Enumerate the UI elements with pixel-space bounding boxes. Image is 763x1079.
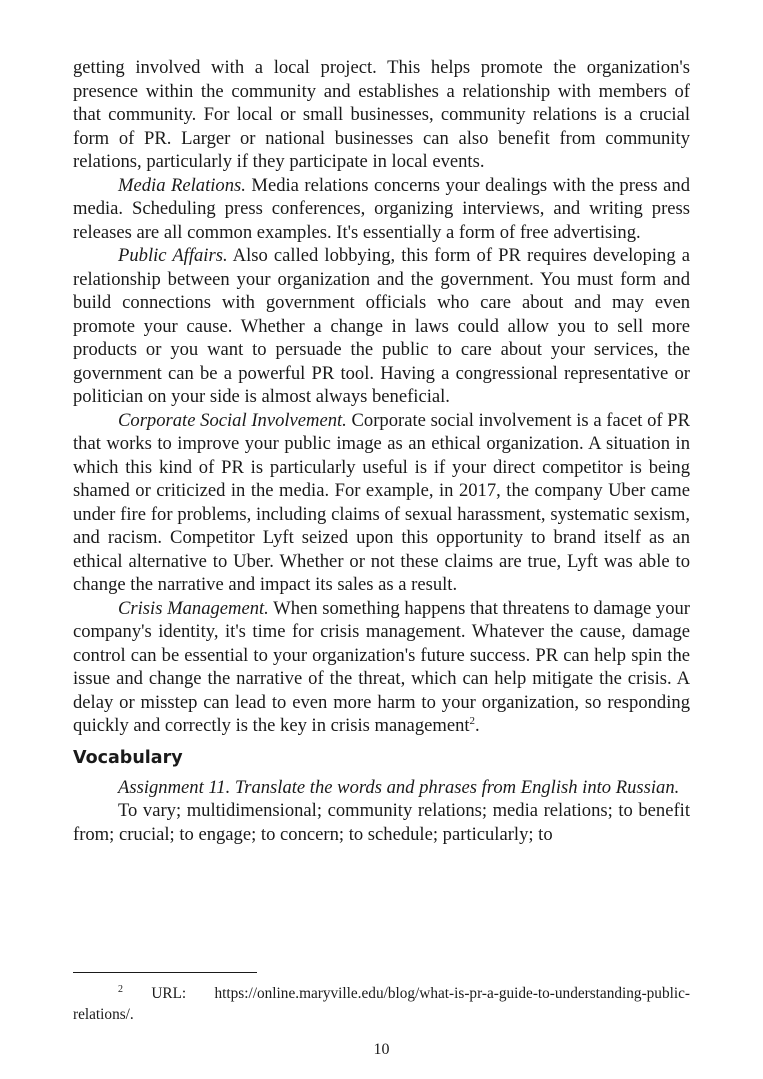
text-media-relations: Media relations concerns your dealings with the press and media. Scheduling press conferences, organizing interviews, and writing press releases are all common examples. It's essentially a form of free advertising. (73, 174, 690, 243)
term-corporate-social-involvement: Corporate Social Involvement. (118, 409, 347, 431)
paragraph-crisis-management (73, 597, 690, 738)
paragraph-media-relations (73, 174, 690, 245)
text-public-affairs: Also called lobbying, this form of PR requires developing a relationship between your organization and the government. You must form and build connections with government officials who care about and may even promote your cause. Whether a change in laws could allow you to sell more products or you want to persuade the public to care about your services, the government can be a powerful PR tool. Having a congressional representative or politician on your side is almost always beneficial. (73, 245, 690, 407)
footnote-reference[interactable]: 2 (469, 714, 476, 727)
paragraph-community-relations: getting involved with a local project. This helps promote the organization's presence within the community and establishes a relationship with members of that community. For local or small businesses, community relations is a crucial form of PR. Larger or national businesses can also benefit from community relations, particularly if they participate in local events. (73, 57, 690, 172)
vocabulary-word-list: To vary; multidimensional; community relations; media relations; to benefit from; crucial; to engage; to concern; to schedule; particularly; to (73, 800, 690, 845)
footnote-mark: 2 (118, 983, 123, 995)
text-crisis-management: When something happens that threatens to damage your company's identity, it's time for crisis management. Whatever the cause, damage control can be essential to your organization's future success. PR can help spin the issue and change the narrative of the threat, which can help mitigate the crisis. A delay or misstep can lead to even more harm to your organization, so responding quickly and correctly is the key in crisis management (73, 597, 690, 736)
footnote-url-text[interactable]: URL: https://online.maryville.edu/blog/what-is-pr-a-guide-to-understanding-public-relations/. (73, 985, 690, 1023)
term-public-affairs: Public Affairs. (118, 245, 228, 266)
term-media-relations: Media Relations. (118, 174, 246, 196)
page-number: 10 (373, 1041, 390, 1058)
term-crisis-management: Crisis Management. (118, 597, 269, 619)
paragraph-public-affairs (73, 244, 690, 409)
footnote (73, 983, 690, 1025)
paragraph-corporate-social-involvement (73, 409, 690, 597)
footnote-divider (73, 972, 257, 973)
text-crisis-end: . (475, 715, 480, 736)
section-heading-vocabulary: Vocabulary (73, 747, 183, 768)
text-corporate-social-involvement: Corporate social involvement is a facet of PR that works to improve your public image as an ethical organization. A situation in which this kind of PR is particularly useful is if your direct competitor is being shamed or criticized in the media. For example, in 2017, the company Uber came under fire for problems, including claims of sexual harassment, systematic sexism, and racism. Competitor Lyft seized upon this opportunity to brand itself as an ethical alternative to Uber. Whether or not these claims are true, Lyft was able to change the narrative and impact its sales as a result. (73, 409, 691, 595)
assignment-instruction: Assignment 11. Translate the words and phrases from English into Russian. (118, 776, 680, 798)
page-body (73, 56, 690, 846)
